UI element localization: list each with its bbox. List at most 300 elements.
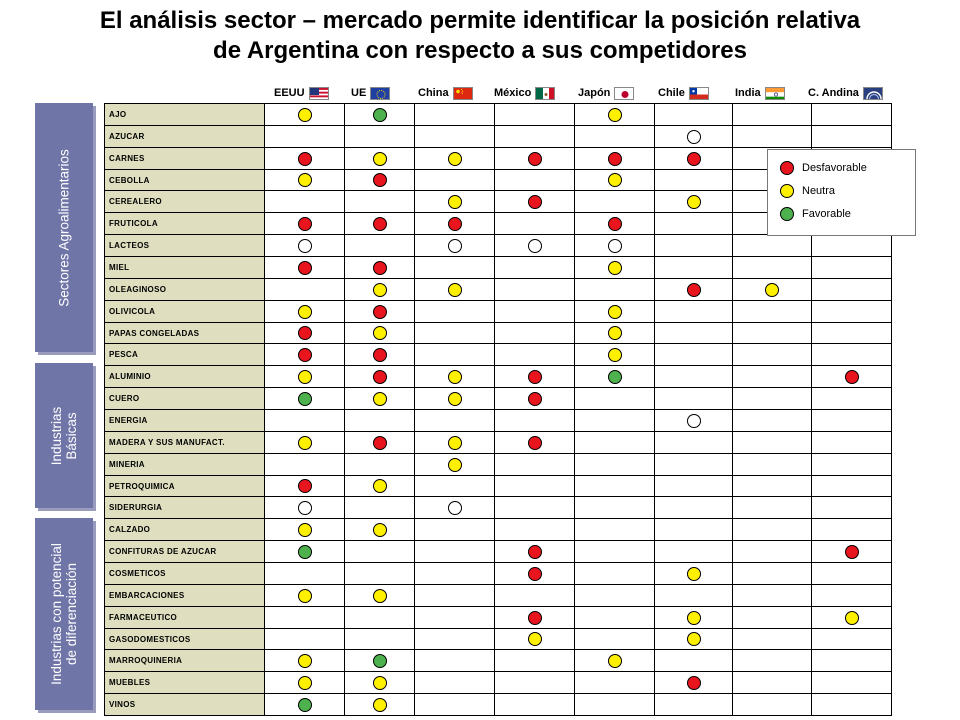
country-name: México (494, 87, 532, 99)
matrix-cell (494, 496, 575, 519)
matrix-cell (264, 343, 345, 366)
matrix-cell (494, 671, 575, 694)
red-dot-icon (528, 392, 542, 406)
yellow-dot-icon (608, 326, 622, 340)
matrix-cell (344, 365, 415, 388)
matrix-cell (811, 649, 892, 672)
matrix-cell (414, 540, 495, 563)
yellow-dot-icon (448, 458, 462, 472)
sector-label: MUEBLES (104, 671, 265, 694)
sector-label: CARNES (104, 147, 265, 170)
legend-item-neutra (780, 184, 835, 198)
matrix-cell (732, 409, 812, 432)
matrix-cell (414, 496, 495, 519)
matrix-cell (654, 649, 733, 672)
matrix-cell (344, 475, 415, 497)
sector-label: ENERGIA (104, 409, 265, 432)
white-dot-icon (448, 239, 462, 253)
matrix-cell (654, 693, 733, 716)
matrix-cell (732, 518, 812, 541)
matrix-cell (574, 190, 655, 213)
matrix-cell (654, 431, 733, 454)
matrix-cell (414, 475, 495, 497)
matrix-cell (264, 278, 345, 301)
yellow-dot-icon (373, 589, 387, 603)
yellow-dot-icon (298, 523, 312, 537)
matrix-cell (811, 125, 892, 148)
yellow-dot-icon (608, 305, 622, 319)
yellow-dot-icon (608, 173, 622, 187)
red-dot-icon (373, 348, 387, 362)
yellow-dot-icon (373, 326, 387, 340)
country-header-8 (808, 86, 883, 100)
matrix-cell (732, 256, 812, 279)
red-dot-icon (373, 305, 387, 319)
green-dot-icon (298, 698, 312, 712)
matrix-cell (494, 278, 575, 301)
sector-label: MADERA Y SUS MANUFACT. (104, 431, 265, 454)
matrix-cell (494, 365, 575, 388)
matrix-cell (654, 409, 733, 432)
red-dot-icon (528, 545, 542, 559)
country-name: China (418, 87, 449, 99)
red-dot-icon (373, 370, 387, 384)
matrix-cell (414, 147, 495, 170)
matrix-cell (494, 475, 575, 497)
matrix-cell (264, 322, 345, 344)
matrix-cell (574, 649, 655, 672)
matrix-cell (414, 103, 495, 126)
group-label-agroalimentarios (35, 103, 93, 352)
country-name: Chile (658, 87, 685, 99)
matrix-cell (732, 628, 812, 650)
matrix-cell (264, 475, 345, 497)
matrix-cell (344, 628, 415, 650)
yellow-dot-icon (448, 152, 462, 166)
group-label-text: Industrias con potencial de diferenciación (49, 543, 79, 685)
yellow-dot-icon (373, 523, 387, 537)
matrix-cell (574, 453, 655, 476)
matrix-cell (574, 387, 655, 410)
matrix-cell (494, 387, 575, 410)
yellow-dot-icon (298, 305, 312, 319)
yellow-dot-icon (448, 283, 462, 297)
matrix-cell (654, 518, 733, 541)
matrix-cell (344, 190, 415, 213)
matrix-cell (811, 693, 892, 716)
matrix-cell (654, 300, 733, 323)
matrix-cell (494, 584, 575, 607)
matrix-cell (811, 475, 892, 497)
matrix-cell (654, 169, 733, 191)
matrix-cell (811, 387, 892, 410)
sector-label: SIDERURGIA (104, 496, 265, 519)
matrix-cell (264, 365, 345, 388)
matrix-cell (574, 584, 655, 607)
red-dot-icon (845, 545, 859, 559)
title-line-1: El análisis sector – mercado permite identificar la posición relativa (99, 7, 861, 34)
matrix-cell (264, 562, 345, 585)
matrix-cell (344, 453, 415, 476)
sector-label: LACTEOS (104, 234, 265, 257)
yellow-dot-icon (608, 108, 622, 122)
matrix-cell (732, 343, 812, 366)
yellow-dot-icon (298, 436, 312, 450)
matrix-cell (414, 387, 495, 410)
red-dot-icon (373, 261, 387, 275)
yellow-dot-icon (687, 195, 701, 209)
matrix-cell (264, 693, 345, 716)
yellow-dot-icon (687, 632, 701, 646)
matrix-cell (494, 125, 575, 148)
matrix-cell (414, 649, 495, 672)
yellow-dot-icon (298, 173, 312, 187)
matrix-cell (344, 409, 415, 432)
country-header-7 (735, 86, 785, 100)
matrix-cell (732, 300, 812, 323)
matrix-cell (574, 562, 655, 585)
matrix-cell (414, 322, 495, 344)
title-line-2: de Argentina con respecto a sus competidores (213, 37, 747, 64)
india-flag-icon (765, 87, 785, 100)
matrix-cell (414, 584, 495, 607)
matrix-cell (574, 671, 655, 694)
matrix-cell (414, 409, 495, 432)
matrix-cell (732, 453, 812, 476)
matrix-cell (574, 606, 655, 629)
matrix-cell (264, 169, 345, 191)
matrix-cell (574, 343, 655, 366)
matrix-cell (494, 147, 575, 170)
matrix-cell (574, 409, 655, 432)
red-dot-icon (298, 152, 312, 166)
matrix-cell (811, 628, 892, 650)
china-flag-icon (453, 87, 473, 100)
matrix-cell (344, 671, 415, 694)
sector-label: EMBARCACIONES (104, 584, 265, 607)
group-label-industrias-diferenciacion (35, 518, 93, 710)
group-label-industrias-basicas (35, 363, 93, 508)
matrix-cell (414, 671, 495, 694)
yellow-dot-icon (373, 479, 387, 493)
matrix-cell (654, 496, 733, 519)
matrix-cell (574, 256, 655, 279)
matrix-cell (494, 518, 575, 541)
country-name: India (735, 87, 761, 99)
matrix-cell (732, 671, 812, 694)
matrix-cell (811, 671, 892, 694)
matrix-cell (494, 343, 575, 366)
matrix-cell (344, 300, 415, 323)
matrix-cell (654, 540, 733, 563)
green-dot-icon (298, 392, 312, 406)
matrix-cell (344, 562, 415, 585)
matrix-cell (574, 540, 655, 563)
sector-label: GASODOMESTICOS (104, 628, 265, 650)
sector-label: OLIVICOLA (104, 300, 265, 323)
matrix-cell (811, 540, 892, 563)
yellow-dot-icon (608, 348, 622, 362)
white-dot-icon (448, 501, 462, 515)
matrix-cell (811, 453, 892, 476)
page-title (0, 6, 960, 66)
matrix-cell (654, 212, 733, 235)
matrix-cell (732, 496, 812, 519)
matrix-cell (732, 103, 812, 126)
matrix-cell (414, 518, 495, 541)
group-label-text: Industrias Básicas (49, 406, 79, 465)
matrix-cell (654, 256, 733, 279)
yellow-dot-icon (298, 589, 312, 603)
matrix-cell (732, 562, 812, 585)
matrix-cell (414, 234, 495, 257)
matrix-cell (574, 125, 655, 148)
matrix-cell (494, 212, 575, 235)
sector-label: CUERO (104, 387, 265, 410)
country-name: EEUU (274, 87, 305, 99)
matrix-cell (414, 365, 495, 388)
green-dot-icon (780, 207, 794, 221)
red-dot-icon (845, 370, 859, 384)
matrix-cell (574, 103, 655, 126)
red-dot-icon (298, 217, 312, 231)
matrix-cell (811, 343, 892, 366)
matrix-cell (654, 322, 733, 344)
country-name: UE (351, 87, 367, 99)
matrix-cell (732, 540, 812, 563)
matrix-cell (494, 234, 575, 257)
matrix-cell (264, 649, 345, 672)
red-dot-icon (528, 152, 542, 166)
sector-label: CALZADO (104, 518, 265, 541)
white-dot-icon (298, 501, 312, 515)
matrix-cell (344, 496, 415, 519)
sector-label: OLEAGINOSO (104, 278, 265, 301)
matrix-cell (811, 256, 892, 279)
matrix-cell (264, 147, 345, 170)
yellow-dot-icon (373, 283, 387, 297)
matrix-cell (344, 147, 415, 170)
matrix-cell (732, 606, 812, 629)
matrix-cell (264, 628, 345, 650)
yellow-dot-icon (780, 184, 794, 198)
red-dot-icon (298, 326, 312, 340)
matrix-cell (811, 431, 892, 454)
white-dot-icon (687, 414, 701, 428)
matrix-cell (264, 300, 345, 323)
matrix-cell (494, 190, 575, 213)
us-flag-icon (309, 87, 329, 100)
yellow-dot-icon (448, 436, 462, 450)
matrix-cell (811, 496, 892, 519)
red-dot-icon (687, 283, 701, 297)
matrix-cell (732, 322, 812, 344)
matrix-cell (264, 234, 345, 257)
matrix-cell (574, 322, 655, 344)
sector-label: FRUTICOLA (104, 212, 265, 235)
sector-label: MARROQUINERIA (104, 649, 265, 672)
matrix-cell (654, 584, 733, 607)
matrix-cell (414, 606, 495, 629)
andean-community-flag-icon (863, 87, 883, 100)
matrix-cell (344, 387, 415, 410)
yellow-dot-icon (298, 108, 312, 122)
yellow-dot-icon (448, 392, 462, 406)
matrix-cell (344, 256, 415, 279)
matrix-cell (494, 300, 575, 323)
country-header-1 (274, 86, 329, 100)
yellow-dot-icon (448, 370, 462, 384)
matrix-cell (264, 540, 345, 563)
matrix-cell (264, 212, 345, 235)
matrix-cell (344, 322, 415, 344)
matrix-cell (264, 125, 345, 148)
matrix-cell (264, 584, 345, 607)
matrix-cell (494, 693, 575, 716)
green-dot-icon (373, 108, 387, 122)
red-dot-icon (528, 370, 542, 384)
matrix-cell (574, 693, 655, 716)
yellow-dot-icon (687, 567, 701, 581)
matrix-cell (811, 300, 892, 323)
yellow-dot-icon (298, 676, 312, 690)
matrix-cell (654, 343, 733, 366)
sector-label: PETROQUIMICA (104, 475, 265, 497)
country-name: C. Andina (808, 87, 859, 99)
country-name: Japón (578, 87, 611, 99)
sector-label: MINERIA (104, 453, 265, 476)
white-dot-icon (528, 239, 542, 253)
white-dot-icon (298, 239, 312, 253)
matrix-cell (344, 125, 415, 148)
matrix-cell (574, 212, 655, 235)
matrix-cell (494, 322, 575, 344)
matrix-cell (344, 169, 415, 191)
matrix-cell (654, 475, 733, 497)
matrix-cell (811, 278, 892, 301)
matrix-cell (344, 431, 415, 454)
sector-label: COSMETICOS (104, 562, 265, 585)
yellow-dot-icon (373, 676, 387, 690)
sector-label: AJO (104, 103, 265, 126)
matrix-cell (732, 431, 812, 454)
matrix-cell (654, 190, 733, 213)
matrix-cell (811, 103, 892, 126)
matrix-cell (811, 562, 892, 585)
mexico-flag-icon (535, 87, 555, 100)
matrix-cell (494, 409, 575, 432)
red-dot-icon (373, 436, 387, 450)
matrix-cell (264, 431, 345, 454)
red-dot-icon (448, 217, 462, 231)
matrix-cell (344, 693, 415, 716)
matrix-cell (264, 453, 345, 476)
matrix-cell (264, 671, 345, 694)
white-dot-icon (687, 130, 701, 144)
sector-label: PESCA (104, 343, 265, 366)
matrix-cell (344, 606, 415, 629)
matrix-cell (654, 606, 733, 629)
matrix-cell (654, 125, 733, 148)
matrix-cell (574, 278, 655, 301)
country-header-3 (418, 86, 473, 100)
country-header-4 (494, 86, 555, 100)
matrix-cell (494, 431, 575, 454)
matrix-cell (494, 649, 575, 672)
matrix-cell (574, 431, 655, 454)
red-dot-icon (373, 217, 387, 231)
japan-flag-icon (614, 87, 634, 100)
matrix-cell (494, 562, 575, 585)
matrix-cell (732, 475, 812, 497)
matrix-cell (811, 322, 892, 344)
matrix-cell (654, 147, 733, 170)
matrix-cell (732, 584, 812, 607)
matrix-cell (414, 125, 495, 148)
matrix-cell (654, 365, 733, 388)
country-header-5 (578, 86, 634, 100)
matrix-cell (811, 584, 892, 607)
red-dot-icon (528, 567, 542, 581)
yellow-dot-icon (373, 152, 387, 166)
matrix-cell (344, 212, 415, 235)
country-header-6 (658, 86, 709, 100)
matrix-cell (494, 103, 575, 126)
matrix-cell (811, 365, 892, 388)
sector-label: MIEL (104, 256, 265, 279)
legend-label: Desfavorable (802, 162, 867, 174)
legend-label: Neutra (802, 185, 836, 197)
matrix-cell (732, 278, 812, 301)
red-dot-icon (528, 195, 542, 209)
matrix-cell (732, 387, 812, 410)
sector-label: CONFITURAS DE AZUCAR (104, 540, 265, 563)
matrix-cell (414, 190, 495, 213)
matrix-cell (414, 212, 495, 235)
matrix-cell (414, 431, 495, 454)
yellow-dot-icon (448, 195, 462, 209)
matrix-cell (344, 103, 415, 126)
matrix-cell (574, 169, 655, 191)
matrix-cell (574, 300, 655, 323)
matrix-cell (414, 343, 495, 366)
matrix-cell (811, 518, 892, 541)
matrix-cell (732, 234, 812, 257)
matrix-cell (494, 169, 575, 191)
matrix-cell (264, 256, 345, 279)
matrix-cell (654, 387, 733, 410)
white-dot-icon (608, 239, 622, 253)
matrix-cell (811, 409, 892, 432)
yellow-dot-icon (528, 632, 542, 646)
matrix-cell (654, 628, 733, 650)
matrix-cell (494, 453, 575, 476)
matrix-cell (344, 343, 415, 366)
matrix-cell (264, 518, 345, 541)
matrix-cell (264, 496, 345, 519)
green-dot-icon (298, 545, 312, 559)
matrix-cell (344, 584, 415, 607)
matrix-cell (414, 256, 495, 279)
legend (767, 149, 916, 236)
sector-label: CEREALERO (104, 190, 265, 213)
red-dot-icon (608, 152, 622, 166)
matrix-cell (574, 628, 655, 650)
red-dot-icon (298, 348, 312, 362)
matrix-cell (574, 496, 655, 519)
sector-label: FARMACEUTICO (104, 606, 265, 629)
eu-flag-icon (370, 87, 390, 100)
